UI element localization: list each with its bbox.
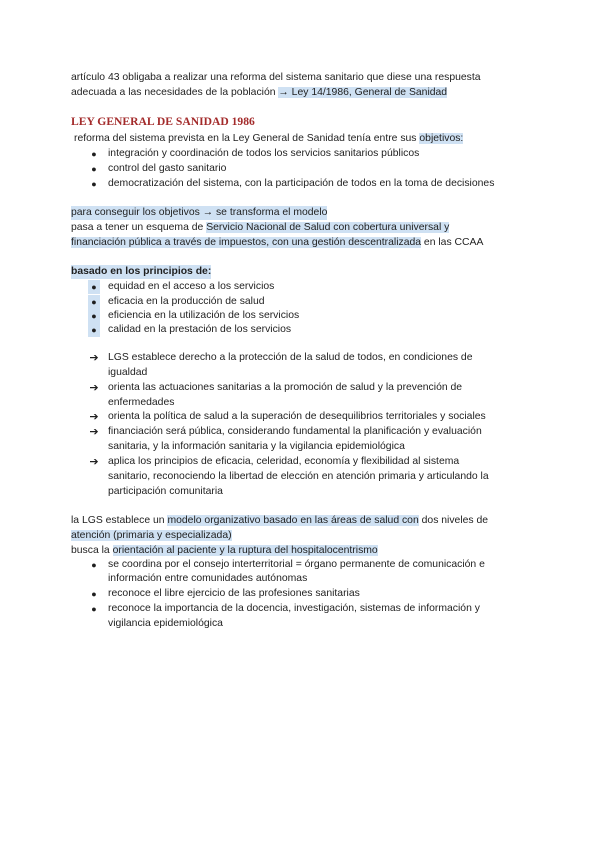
goals-line-3 — [71, 236, 483, 250]
model-item-line: reconoce la importancia de la docencia, investigación, sistemas de información y — [108, 603, 480, 614]
arrow-icon: ➔ — [89, 352, 99, 364]
intro-line-2 — [71, 86, 447, 100]
lgs-item-line: financiación será pública, considerando fundamental la planificación y evaluación — [108, 426, 482, 437]
principles-title: basado en los principios de: — [71, 266, 212, 277]
principle-item: eficacia en la producción de salud — [108, 296, 265, 307]
model-item-line: reconoce el libre ejercicio de las profesiones sanitarias — [108, 588, 360, 599]
arrow-icon: ➔ — [89, 426, 99, 438]
model-line-1 — [71, 514, 488, 528]
reform-intro-text: reforma del sistema prevista en la Ley General de Sanidad tenía entre sus — [74, 133, 420, 144]
patient-orientation-highlight: orientación al paciente y la ruptura del hospitalocentrismo — [112, 545, 378, 556]
objective-item: control del gasto sanitario — [108, 163, 227, 174]
care-levels-highlight: atención (primaria y especializada) — [71, 530, 232, 541]
model-item-line: se coordina por el consejo interterritorial = órgano permanente de comunicación e — [108, 559, 485, 570]
bullet-icon: ● — [91, 164, 97, 174]
bullet-icon: ● — [88, 323, 100, 337]
model-item-line: información entre comunidades autónomas — [108, 573, 308, 584]
goals-line-2-text: pasa a tener un esquema de — [71, 222, 207, 233]
model-item-line: vigilancia epidemiológica — [108, 618, 223, 629]
public-funding-highlight: financiación pública a través de impuestos, con una gestión descentralizada — [71, 237, 422, 248]
organizational-model-highlight: modelo organizativo basado en las áreas de salud con — [167, 515, 419, 526]
model-line-2 — [71, 529, 232, 543]
principle-item: eficiencia en la utilización de los servicios — [108, 310, 300, 321]
principle-item: calidad en la prestación de los servicios — [108, 324, 292, 335]
lgs-item-line: aplica los principios de eficacia, celeridad, economía y flexibilidad al sistema — [108, 456, 460, 467]
lgs-item-line: sanitaria, y la información sanitaria y la vigilancia epidemiológica — [108, 441, 405, 452]
arrow-icon: ➔ — [89, 456, 99, 468]
arrow-icon: ➔ — [89, 411, 99, 423]
intro-line-2-text: adecuada a las necesidades de la población — [71, 87, 279, 98]
lgs-item-line: enfermedades — [108, 397, 175, 408]
objective-item: democratización del sistema, con la participación de todos en la toma de decisiones — [108, 178, 495, 189]
bullet-icon: ● — [88, 295, 100, 309]
arrow-icon: ➔ — [89, 382, 99, 394]
lgs-item-line: sanitario, reconociendo la libertad de elección en atención primaria y articulando la — [108, 471, 489, 482]
lgs-item-line: igualdad — [108, 367, 148, 378]
goals-line-1: para conseguir los objetivos → se transforma el modelo — [71, 207, 328, 218]
lgs-item-line: LGS establece derecho a la protección de la salud de todos, en condiciones de — [108, 352, 473, 363]
model-line-1-text: la LGS establece un — [71, 515, 168, 526]
bullet-icon: ● — [91, 589, 97, 599]
intro-line-1: artículo 43 obligaba a realizar una reforma del sistema sanitario que diese una respuesta — [71, 72, 481, 83]
objectives-highlight: objetivos: — [419, 133, 464, 144]
bullet-icon: ● — [88, 309, 100, 323]
bullet-icon: ● — [91, 179, 97, 189]
goals-line-2 — [71, 221, 449, 235]
lgs-item-line: orienta la política de salud a la superación de desequilibrios territoriales y sociales — [108, 411, 486, 422]
bullet-icon: ● — [91, 560, 97, 570]
bullet-icon: ● — [88, 280, 100, 294]
reform-intro — [74, 132, 463, 146]
model-line-3 — [71, 544, 378, 558]
goals-line-3-text: en las CCAA — [421, 237, 484, 248]
bullet-icon: ● — [91, 149, 97, 159]
model-line-1-tail: dos niveles de — [418, 515, 489, 526]
law-reference-highlight: → Ley 14/1986, General de Sanidad — [278, 87, 448, 98]
objective-item: integración y coordinación de todos los servicios sanitarios públicos — [108, 148, 420, 159]
section-heading: LEY GENERAL DE SANIDAD 1986 — [71, 115, 255, 128]
lgs-item-line: participación comunitaria — [108, 486, 223, 497]
model-line-3-text: busca la — [71, 545, 113, 556]
lgs-item-line: orienta las actuaciones sanitarias a la promoción de salud y la prevención de — [108, 382, 463, 393]
bullet-icon: ● — [91, 604, 97, 614]
principle-item: equidad en el acceso a los servicios — [108, 281, 275, 292]
national-health-service-highlight: Servicio Nacional de Salud con cobertura universal y — [206, 222, 450, 233]
